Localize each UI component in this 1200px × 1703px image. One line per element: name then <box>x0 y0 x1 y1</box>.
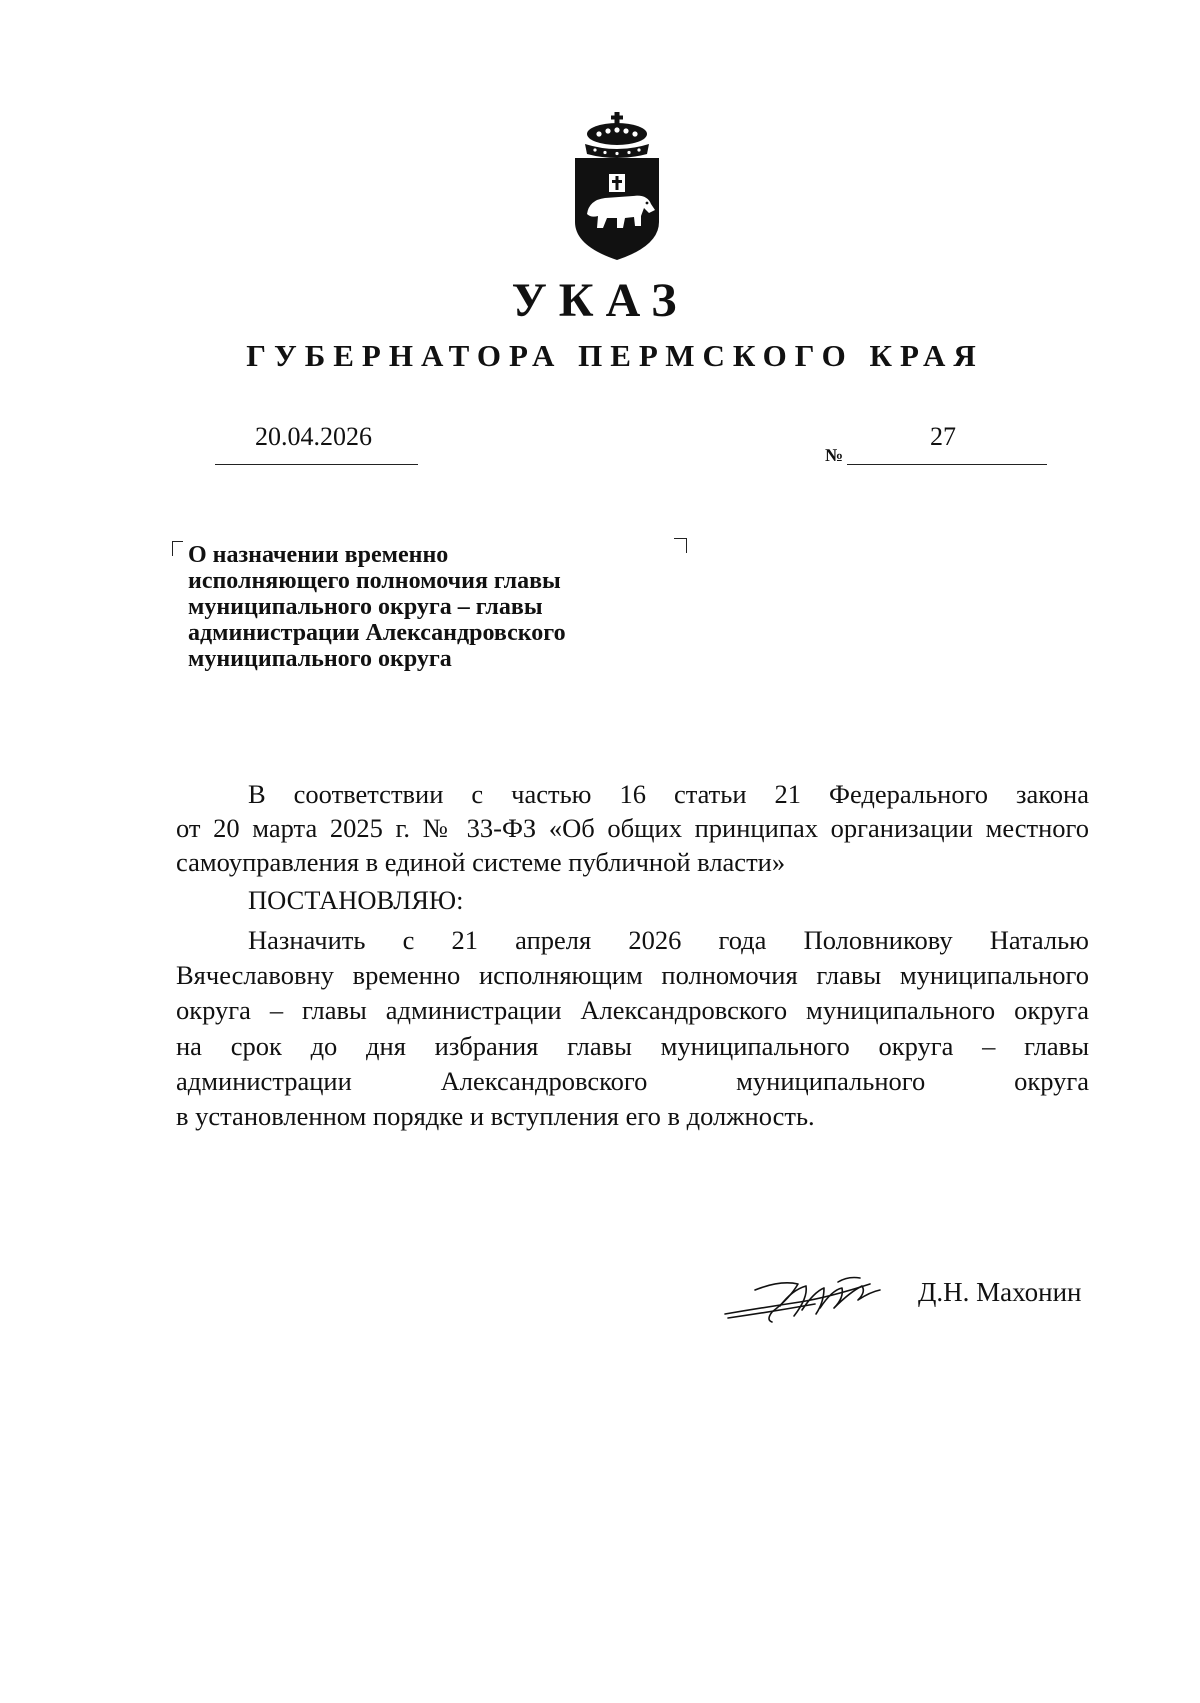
body-line: округа – главы администрации Александровского муниципального округа <box>176 995 1089 1025</box>
number-underline <box>847 464 1047 465</box>
subject-line: муниципального округа – главы <box>188 594 543 620</box>
preamble-line: от 20 марта 2025 г. № 33-ФЗ «Об общих принципах организации местного <box>176 813 1089 843</box>
document-subtitle: ГУБЕРНАТОРА ПЕРМСКОГО КРАЯ <box>246 338 984 373</box>
subject-line: исполняющего полномочия главы <box>188 568 561 594</box>
date-underline <box>215 464 418 465</box>
document-date: 20.04.2026 <box>255 422 372 451</box>
document-title: УКАЗ <box>511 274 689 327</box>
preamble-line: самоуправления в единой системе публичной власти» <box>176 847 786 877</box>
subject-line: О назначении временно <box>188 542 449 568</box>
preamble-line: В соответствии с частью 16 статьи 21 Федерального закона <box>248 779 1089 809</box>
body-line: администрации Александровского муниципального округа <box>176 1066 1089 1096</box>
decree-word: ПОСТАНОВЛЯЮ: <box>248 885 464 915</box>
subject-corner-left <box>172 541 183 556</box>
number-sign: № <box>825 445 844 465</box>
document-number: 27 <box>930 422 956 451</box>
signature-icon <box>720 1262 890 1342</box>
body-line: на срок до дня избрания главы муниципального округа – главы <box>176 1031 1089 1061</box>
body-line: Назначить с 21 апреля 2026 года Половникову Наталью <box>248 925 1089 955</box>
subject-line: администрации Александровского <box>188 620 566 646</box>
subject-line: муниципального округа <box>188 646 452 672</box>
coat-of-arms-icon <box>567 110 667 262</box>
signer-name: Д.Н. Махонин <box>918 1277 1082 1307</box>
body-line: Вячеславовну временно исполняющим полномочия главы муниципального <box>176 960 1089 990</box>
subject-corner-right <box>674 538 687 553</box>
body-line: в установленном порядке и вступления его в должность. <box>176 1101 815 1131</box>
document-subject <box>188 542 658 672</box>
